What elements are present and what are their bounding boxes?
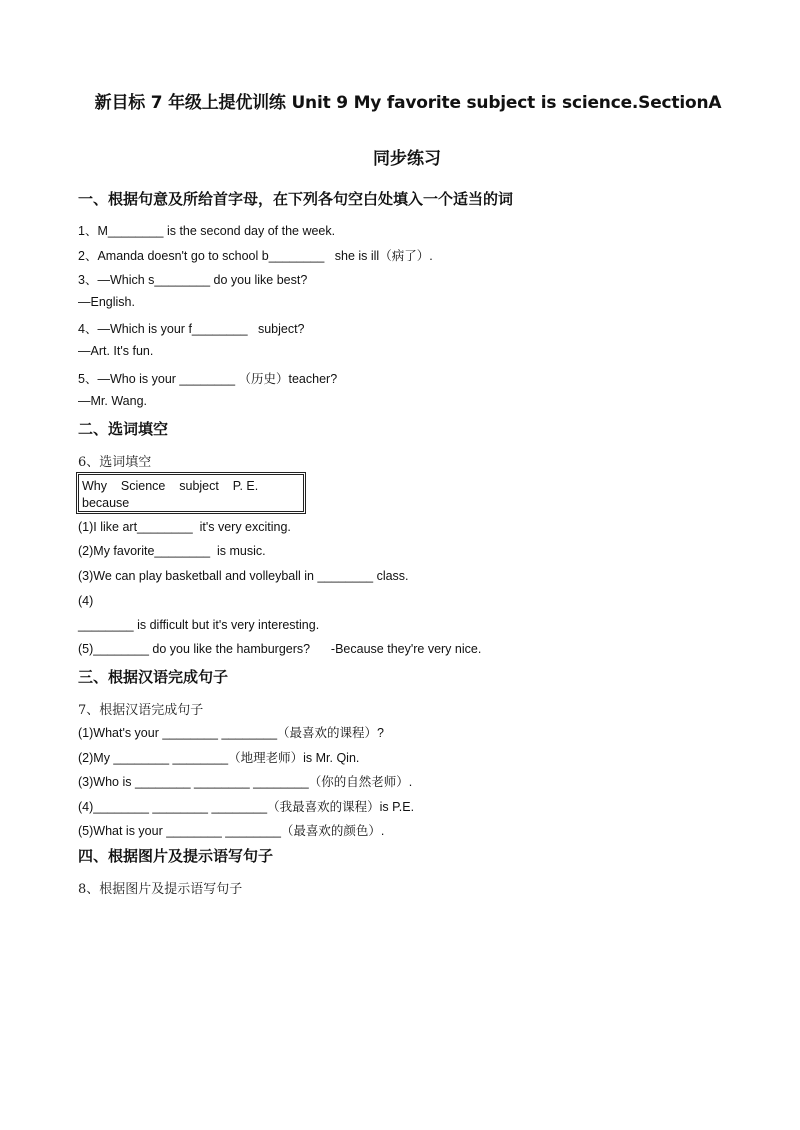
question-1: 1、M________ is the second day of the week.	[78, 224, 336, 238]
question-6-5: (5)________ do you like the hamburgers? -Because they're very nice.	[78, 642, 482, 656]
question-2: 2、Amanda doesn't go to school b________ she is ill（病了）.	[78, 249, 433, 263]
section-1-heading: 一、根据句意及所给首字母，在下列各句空白处填入一个适当的词	[78, 190, 514, 208]
question-7-3: (3)Who is ________ ________ ________（你的自然老师）.	[78, 775, 413, 789]
question-6-2: (2)My favorite________ is music.	[78, 544, 266, 558]
question-6-4: ________ is difficult but it's very interesting.	[78, 618, 320, 632]
question-7-4: (4)________ ________ ________（我最喜欢的课程）is P.E.	[78, 800, 415, 814]
section-2-heading: 二、选词填空	[78, 420, 169, 438]
question-8-label: 8、根据图片及提示语写句子	[78, 882, 243, 897]
question-6-3: (3)We can play basketball and volleyball in ________ class.	[78, 569, 409, 583]
section-4-heading: 四、根据图片及提示语写句子	[78, 847, 274, 865]
question-7-1: (1)What's your ________ ________（最喜欢的课程）?	[78, 726, 385, 740]
word-bank-line-2: because	[82, 496, 130, 510]
answer-3: —English.	[78, 295, 135, 309]
question-4: 4、—Which is your f________ subject?	[78, 322, 305, 336]
question-6-4-number: (4)	[78, 594, 94, 608]
question-6-1: (1)I like art________ it's very exciting.	[78, 520, 291, 534]
question-7-label: 7、根据汉语完成句子	[78, 703, 204, 718]
question-7-5: (5)What is your ________ ________（最喜欢的颜色）.	[78, 824, 385, 838]
question-5: 5、—Who is your ________ （历史）teacher?	[78, 372, 338, 386]
question-3: 3、—Which s________ do you like best?	[78, 273, 308, 287]
answer-5: —Mr. Wang.	[78, 394, 147, 408]
word-bank-line-1: Why Science subject P. E.	[82, 479, 259, 493]
page-title: 新目标 7 年级上提优训练 Unit 9 My favorite subject is science.SectionA	[94, 93, 722, 113]
question-6-label: 6、选词填空	[78, 455, 152, 470]
answer-4: —Art. It's fun.	[78, 344, 154, 358]
question-7-2: (2)My ________ ________（地理老师）is Mr. Qin.	[78, 751, 360, 765]
word-bank-box	[76, 472, 306, 514]
section-3-heading: 三、根据汉语完成句子	[78, 668, 229, 686]
page-subtitle: 同步练习	[373, 149, 441, 169]
